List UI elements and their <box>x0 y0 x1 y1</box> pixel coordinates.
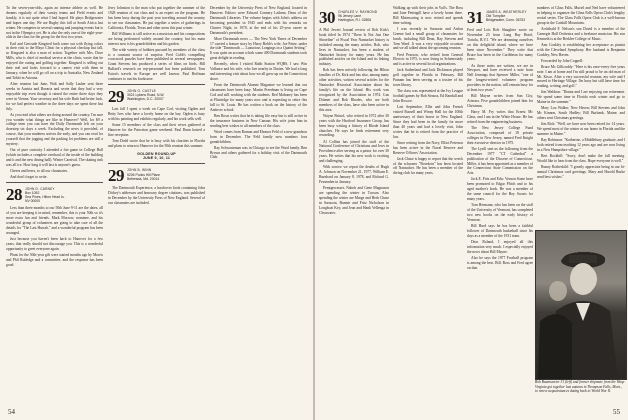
right-column-4 <box>537 6 625 226</box>
class-entry-28 <box>6 184 103 204</box>
divider <box>108 84 205 85</box>
golden-round-up-heading: GOLDEN ROUND-UP JUNE 9, 10, 11 <box>137 151 176 160</box>
paragraph: Wayne Bristol, who retired in 1972 after 30 years with the Hartford Insurance Group, has been busy writing a history of Rhode Island churches. He says he finds retirement very rewarding. <box>319 113 389 138</box>
secretary-name: JOHN B. WINN <box>127 168 152 173</box>
paragraph: Tom Hermann, who has been on the staff of the University of Vermont, has completed two new books on the early history of Vermont. <box>467 203 533 222</box>
secretary-name: JAMES A. WEATHERLEY <box>486 10 527 14</box>
paragraph: Some 15 members of the class and their wives gathered at Hanover for the Princeton game weekend. Paul Dunn hosted a fine reception. <box>108 122 205 137</box>
paragraph: Archibald F. Nelson's son David is a member of the Carnegie Hall Orchestra and a freelance musician. His son Kenneth is at the Berklee College of Music. <box>537 26 625 41</box>
paragraph: Bruce Mc Gillicuddy: "Here is his once-every-five years note. I am at home and I'm still proud to be an old man of Mt. Kisco. After a very successful reunion, my wife and I moved to Heritage Village. I'm busy but still have time for reading, writing, and golf." <box>537 64 625 89</box>
paragraph: Walking up with their jobs in Vail's. The Ross and Jane Pettingill have a lovely home there. Bill Mainwaring is now retired and spends time writing. <box>393 6 463 25</box>
class-number: 30 <box>319 8 335 27</box>
paragraph: Jim Rick: "Well, we have now been retired for 14 years. We spend most of the winter at our home in Florida and the summer in Maine." <box>537 122 625 137</box>
paragraph: Less than three months to our 50th June 9-11 are the dates, all of you are keeping it in mind, remember, this is your 50th so it's more extra fun and friends. Mark Morrow, nominee, and his wonderful group of volunteers are going to take care of all the details for "The Last Hurrah," and a wonderful program has been arranged. <box>6 206 103 235</box>
secretary-name: JOHN D. CARNEY <box>25 186 55 191</box>
paragraph: Jack E. Fitts and Edw. Vernon Stone have been promoted to Edgar Pfitch and to his aged mother's book. He was a member of the same council for the Boy Scouts for many years. <box>467 177 533 202</box>
paragraph: Last September, Ellie and John French visited Russell and Winny Hall for the 100th anniversary of their house in New England. Since they had been in the family for more than 40 years and had a lovely visit, John writes that he is retired from the practice of law. <box>393 105 463 139</box>
secretary-address <box>486 10 527 25</box>
class-number: 29 <box>108 86 124 106</box>
right-column-1 <box>319 6 389 406</box>
paragraph: Ray Schwartzman was in Chicago to see the Ward family. Ben Brown and others gathered for a holiday visit of the Dartmouth Club. <box>210 145 307 160</box>
paragraph: numbers of Glass Falls, Muriel and Ned have volunteered in helping to organize the Glass Falls Opera Club's lengthy recital series. The Glass Falls Opera Club is a well-known group in the Catskill Mountains. <box>537 6 625 25</box>
paragraph: The wide variety of hobbies pursued by members of the class is a constant source of surprise. Fred Cobb's compelling crossword puzzles have been published in several newspapers. Grant Stevens has produced a series of films on birds. Bill Bullard's research on rep-personnel has been published. Tom Eaton's travels in Europe are well known. Paul Hoffman continues to run his bookstore. <box>108 47 205 82</box>
address-line: 3021 Lykens Road, N.W. <box>127 93 165 98</box>
address-line: Bridgewater, Conn. 06752 <box>486 18 526 23</box>
paragraph: Mary Lou Walker, New Haven; Bill Stevens and John Mc Kinnon, South Hadley; Bill Burbank, Maine; and others sent Christmas greetings. <box>537 106 625 121</box>
paragraph: To the seven-year-olds, again an intense athlete as well. He dreams regularly of their varsity teams and Field events and frankly, it is not quite what I had hoped. He plays Bridgewater and hopes one day. We are Rugby this fall at South Africa last winter. He competes in several running and jumping events but is not in the Olympics yet. He is also the only one of the eight-year-olds in the class for the group for the first two years. <box>6 6 103 40</box>
paragraph: Earl and Gertrude Kingsted both come out with flying colors in their visit to the Mayo Clinic for a physical checkup last fall, so Kingsted is also a man of action. Together with Mrs. Dave Mills, who is chief of medical service at the clinic, wrote that he enjoyed the outing and golfing together. Kingsted is selling out their real and looks forward to a cameo visit with them in January, when he will go off on a trip to Australia, New Zealand and Tahiti in Arizona. <box>6 41 103 80</box>
secretary-address <box>127 89 164 104</box>
paragraph: Dear Roland, I enjoyed all this information very much. I especially enjoyed the news about Bill Mayne. <box>467 239 533 254</box>
paragraph: Bill Mayne writes from Sun City, Arizona. Five grandchildren joined him for Christmas. <box>467 94 533 108</box>
class-number: 31 <box>467 8 483 27</box>
class-entry-29 <box>108 86 205 106</box>
paragraph: Al Collins has joined the staff of the National Conference of Christians and Jews in Providence after serving as a pastor for over 30 years. He writes that his new work is exciting and challenging. <box>319 139 389 164</box>
paragraph: Plans for the 50th-year gift were started months ago by Morris and Phil Rutledge and a committee, and the response has been good. <box>6 252 103 267</box>
paragraph: The Lysill sent us the following from the December 1977 "CT Cathedral" a publication of the Diocese of Connecticut. Miller, it has been appointed as a member of the Connecticut State Commission on the Arts. <box>467 146 533 176</box>
right-column-3 <box>467 6 533 406</box>
paragraph: The class was represented at the Ivy League football games by Bob Strauss, Ed Randall and John Roscoe. <box>393 89 463 104</box>
left-column-2 <box>108 6 205 406</box>
address-line: Hartington, R.I. 02806 <box>338 18 372 23</box>
paragraph: Since retiring from the Navy, Elliot Peterson has been active in the Naval Reserve and Reserve Officers' Association. <box>393 140 463 155</box>
class-number: 28 <box>6 184 22 204</box>
paragraph: Jack Chase is happy to report that the wreck of the schooner "Bowdoin" has been located off Nantucket. He has been a member of the diving club for many years. <box>393 156 463 176</box>
paragraph: Fred Pearson, who retired from General Electric in 1975, is now living in Schenectady and is active in several local organizations. <box>393 52 463 67</box>
paragraph: Last fall I spent a week on Cape Cod, visiting Ogden and Betty Ives who have a lovely home on the bay. Ogden is busy with his painting and exhibits regularly, and his work sells well. <box>108 106 205 121</box>
paragraph: Cheers and beers, to all our classmates. <box>10 168 68 173</box>
secretary-address <box>127 168 160 183</box>
page-number: 55 <box>613 408 620 416</box>
paragraph: Bert Rockhill: "Sorry, don't make the fall meeting. Would like to hear from the class. Hope everyone is well." <box>537 154 625 163</box>
paragraph: From the Dartmouth Alumni Magazine we learned that our classmates have been busy. Martin Freedman is living on Cape Cod and still working with the students. Red Mahoney has been at Flintridge for many years now and is expecting to retire this fall to St. Louis. He has written a book on the history of the Andover school. <box>210 83 307 112</box>
divider <box>108 163 205 164</box>
paragraph: December by the University Press of New England, located in Hanover. Editors were Edward Connery Lathem, Dean of the Dartmouth Libraries. The volume begins with John's address on becoming president in 1945 and ends with his remarks on Charter Night, in 1970, at the end of his 25-year career as Dartmouth's president. <box>210 6 307 35</box>
paragraph: As you read what others are doing around the country, I'm sure you wonder what things are like in Hanover? Well, for $9 a college term you can have the Daily Dartmouth left on your doorstep six days a week. Excluding the news it provided, of course, that your madness arrives the early, and you can read for yourself that the jogging and the parking lot problems are still a mystery. <box>6 112 103 147</box>
left-page <box>0 0 313 420</box>
address-line: Box 1052 <box>25 191 40 196</box>
paragraph: Bill Hurd says he has been a faithful follower of Dartmouth basketball since his days as a member of the 1931 team. <box>467 223 533 238</box>
page-number: 54 <box>8 408 15 416</box>
paragraph: More Dartmouth news — The New York Times of December 17 carried a feature story by Harry Bobb's wife, Joe Paine, under the title "Dartmouth — Luxurious Longings in a Quaint Setting." It was quite an account which some 400 Dartmouth students took great delight in reading. <box>210 36 307 61</box>
address-line: 5206 Pooks Hill Place <box>127 172 160 177</box>
address-line: Old Turnpike <box>486 14 506 19</box>
paragraph: The Dartmouth Experience, a hardcover book containing John Dickey's addresses and honorary degree citations, was published in December by the University Press of New England. Several of our classmates are included. <box>108 186 205 206</box>
paragraph: Out of pure curiosity I attended a fire game in College Hall (which includes a complete overhaul of the inside of the building and it and the new dining hall). Winter Carnival. The skating rink was all ice. How long it will last is anyone's guess. <box>6 148 103 167</box>
secretary-name: JOHN G. CASTLE <box>127 88 157 93</box>
right-page <box>315 0 628 420</box>
right-column-2 <box>393 6 463 406</box>
paragraph: As these notes are written, we are in Newport, and have received a note from Nell Jennings that Spencer Miller, "one of the longest-retired volunteer program providers in the nation, will remain busy for at least two years." <box>467 63 533 93</box>
paragraph: Fred and Lois Rolt Slaughter wrote on November 23 from Long Bay Hotel, Tortola, B.V.I. "We are dreaming ourselves on this delightful island, where we have been since November." They write that Bruce has been in the Caribbean for many years. <box>467 28 533 62</box>
class-number: 29 <box>108 166 124 186</box>
paragraph: Pemigewasset, Nabob and Gene Magnuson are spending the winter in Tucson. Also spending the winter are Marge and Herb Chase in Sarasota, Bunnie and Fritz Nicholson in Longboat Key, and Jean and Hank Vellenga in Clearwater. <box>319 186 389 215</box>
photo-caption: Bob Baumwarter 31 (left) and former shipmate from the Wasp Virginia got together last autumn in Thompson Falls, Mont., to renew acquaintances dating back to World War II. <box>535 380 625 394</box>
address-line: Washington, D.C. 20007 <box>127 97 164 102</box>
secretary-address <box>25 187 65 203</box>
paragraph: Jerry Johnston is the man who put together the summer of the 1928 reunion of our class and is an expert on the program. He has been busy during the past year traveling around the country to see our classmates. He put together a series of gatherings in California, Florida, Texas and other areas this past winter. <box>108 6 205 30</box>
paragraph: Rob has been actively following the Hilton families of Dr. Kirk and has also, among many other activities, written several articles for the Nantucket Historical Association about his family's life on the Island. His work was recognized by the Association in 1974. Gus Dittmer and Bob Rhodes, who are both members of the class, have also been active in this area. <box>319 68 389 112</box>
class-entry-30 <box>319 10 389 25</box>
class-entry-31 <box>467 10 533 25</box>
class-photo <box>535 230 627 380</box>
photo-illustration <box>536 231 626 379</box>
paragraph: Also he says the 1977 Football program is among the best. Bill, Ross and Fred agree on that. <box>467 255 533 270</box>
paragraph: With sorrow we report the deaths of Hugh A. Johnson on November 21, 1977, William E. Burnhard on January 8, 1978, and Richard G. Fessenden in January. <box>319 165 389 184</box>
address-line: 96 Jersey Lane <box>338 14 362 19</box>
address-line: Sea Pines, Hilton Head Is. <box>25 195 65 200</box>
paragraph: Ann Coakley is establishing her acceptance as pianist with the Cleveland Symphony. Her husband is Benjamin Coakley, New Haven. <box>537 42 625 57</box>
paragraph: Ben Rossi writes that he is taking life easy but is still active in the insurance business in New Canaan. His wife joins him in sending best wishes to all members of the class. <box>210 113 307 128</box>
paragraph: After reunion last June, Walt and Sally Lasher sent three weeks in Austria and Bavaria and wrote that they had a very enjoyable trip even though it rained the entire three days they were in Vienna. Your secretary and his wife Ruth had better luck, for we had perfect weather in the three days we spent there last July. <box>6 81 103 111</box>
class-entry-29b <box>108 166 205 186</box>
left-column-1 <box>6 6 103 406</box>
left-column-3 <box>210 6 307 406</box>
paragraph: Word comes from Roman and Eleanor Feld of a new grandson born in December. The Feld family now numbers four grandchildren. <box>210 129 307 144</box>
paragraph: Jack Sutherland and Jack Dickinson played golf together in Florida in February. Bill Putnam has been serving as a trustee of his town library. <box>393 68 463 88</box>
address-line: NV 00000 <box>25 199 41 204</box>
paragraph: Tom Dodd wrote that he is busy with his charities in Florida and plans to return to Hanover for the 50th reunion this summer. <box>108 138 205 148</box>
paragraph: Ray Robinson: "Katherine, a Middlebury graduate, and I both retired from teaching 12 years ago and are now living in a New Hampshire village." <box>537 138 625 152</box>
paragraph: I was recently in Sarasota and Arthur Greene had a small group of classmates for lunch, including Bill Dean, Ray Stevens and Tom Ward. It was a very enjoyable occasion and we all talked about the upcoming reunion. <box>393 26 463 51</box>
paragraph: Just because you haven't been back to Hanover for a few years, that really should not discourage you. This is a wonderful opportunity to greet everyone again. <box>6 236 103 251</box>
paragraph: Bill Williams is still active as a musician and his compositions are being performed widely around the country, but his main interest now is his grandchildren and his garden. <box>108 31 205 46</box>
secretary-address <box>338 10 377 25</box>
address-line: Bethesda, Md. 20014 <box>127 176 160 181</box>
paragraph: Bunny Rotherkild: "I greatly appreciate being in our bi-annual Christmas card greetings. Mary and Harold Burke send best wishes." <box>537 165 625 179</box>
paragraph: Harry M. Fry writes that Ernest Mc Glass, and I am in the White House. He has retired from the engineering business. <box>467 110 533 124</box>
paragraph: Jim Waldron: "Donna and I are enjoying our retirement. We spend some time in Florida each winter and go to Maine in the summer." <box>537 90 625 105</box>
secretary-name: CHARLES V. RAYMOND <box>338 10 378 14</box>
paragraph: And don't forget to write. <box>10 175 48 180</box>
paragraph: Forwarded by John Coppell: <box>541 58 584 63</box>
paragraph: A Phil Jewett Journal review of Rob Kirk's book titled In 1974 "There Is Not Just One Shoreline" of Fiscal Year Nantucket history is included among the many articles. Rob, who lives in Nantucket, has been a student of Nantucket history for many years. He has published articles on the Island and its fishing industry. <box>319 28 389 67</box>
paragraph: Recently, when I visited Rabb Station WQBS, I saw Win Vallance and his wife, who live nearby in Darien. We had a long and interesting visit about how we all grew up on the Connecticut shore. <box>210 62 307 82</box>
paragraph: The New Jersey College Fund Association, composed of 18 private colleges in New Jersey, named Fred Knight their executive director in 1975. <box>467 125 533 145</box>
divider <box>6 182 103 183</box>
